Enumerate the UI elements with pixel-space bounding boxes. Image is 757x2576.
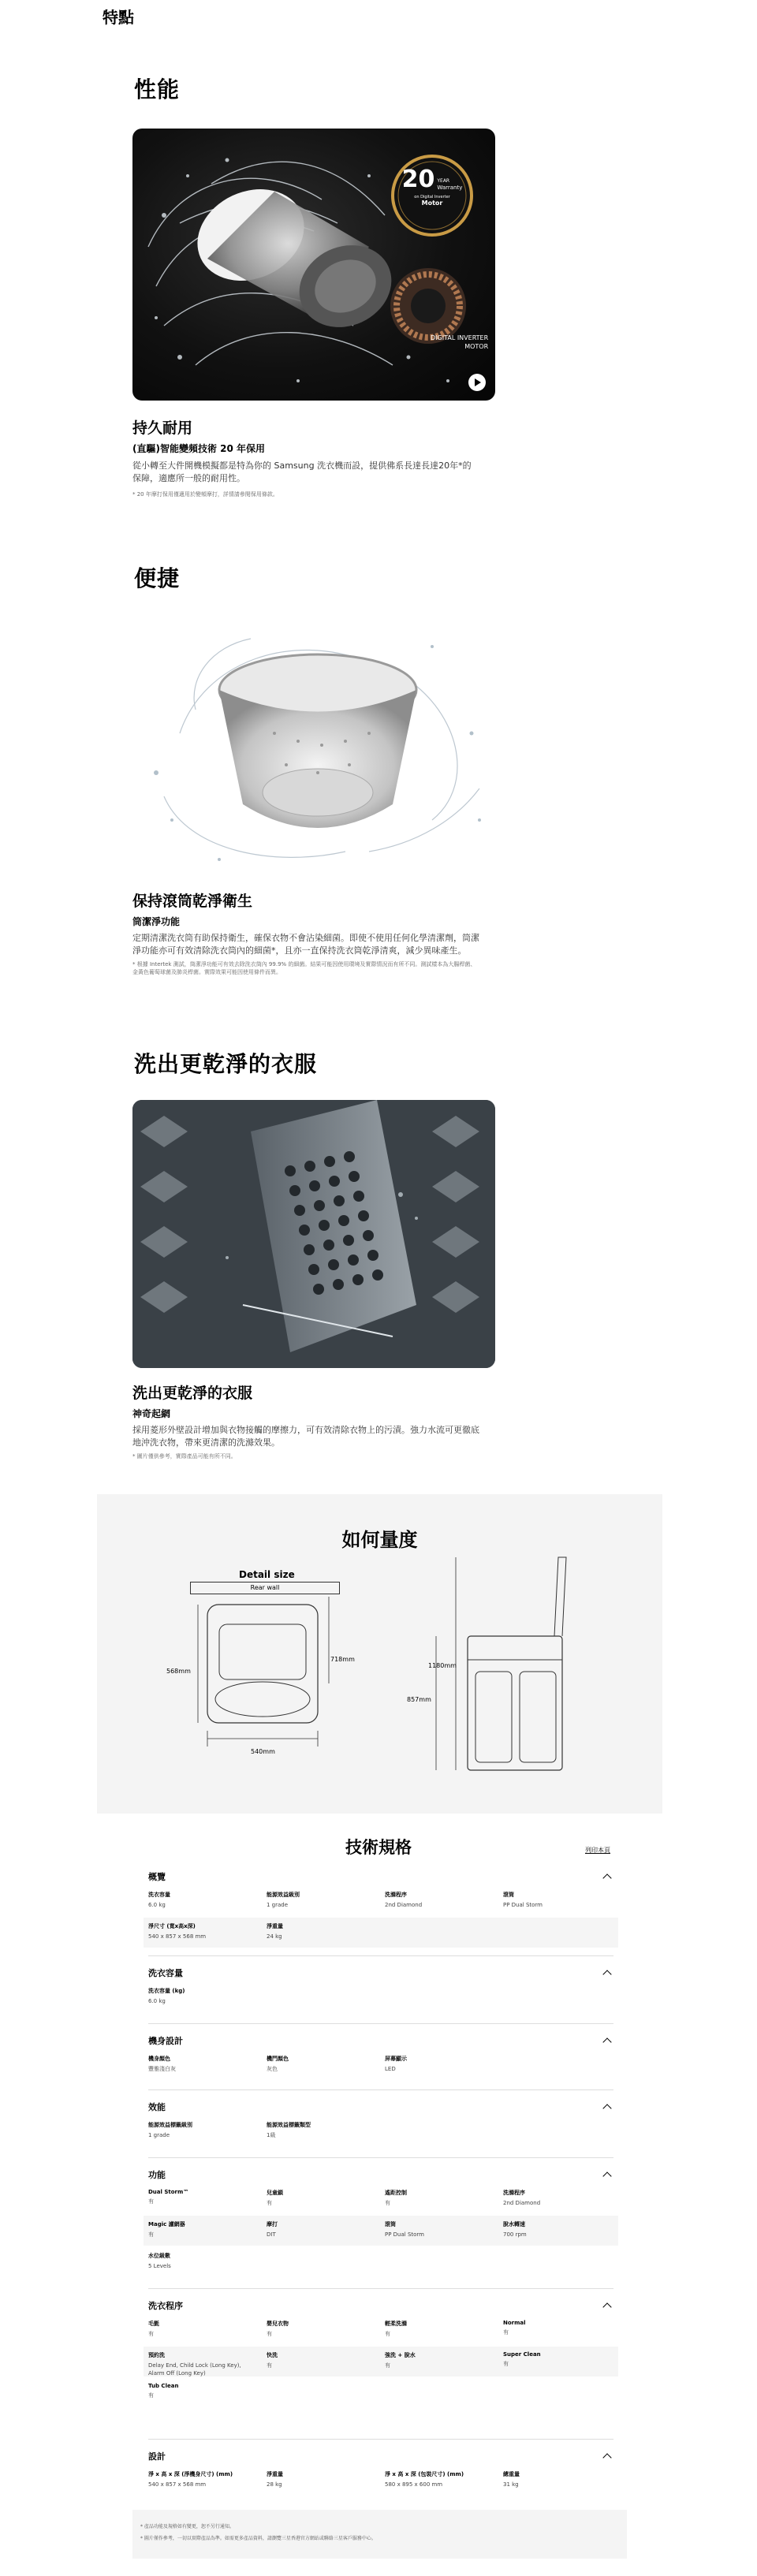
chevron-up-icon[interactable] [602, 2453, 611, 2462]
chevron-up-icon[interactable] [602, 2172, 611, 2180]
convenience-feature-description: 定期清潔洗衣筒有助保持衛生，確保衣物不會沾染細菌。即使不使用任何化學清潔劑，筒潔淨功能亦可有效清除洗衣筒內的細菌*，且亦一直保持洗衣筒乾淨清爽，減少異味產生。 [132, 933, 479, 956]
spec-group-title[interactable]: 洗衣程序 [148, 2301, 183, 2311]
dim-depth-label: 568mm [166, 1668, 191, 1675]
spec-value: 1 grade [267, 1902, 289, 1908]
footnotes-box [132, 2510, 627, 2559]
spec-label: Super Clean [503, 2351, 541, 2358]
spec-item [148, 2351, 259, 2377]
spec-label: 預約洗 [148, 2352, 165, 2358]
spec-value: 灰色 [267, 2066, 278, 2072]
page-heading: 特點 [103, 8, 134, 27]
dim-side-label: 718mm [330, 1656, 355, 1663]
spec-value: 2nd Diamond [385, 1902, 423, 1908]
spec-label: 毛氈 [148, 2321, 159, 2327]
spec-item [148, 2055, 259, 2073]
spec-item [267, 1891, 377, 1909]
spec-label: 洗滌程序 [385, 1892, 407, 1898]
spec-label: 摩打 [267, 2221, 278, 2227]
front-view-diagram [160, 1597, 365, 1762]
spec-value: Delay End, Child Lock (Long Key), Alarm Off (Long Key) [148, 2362, 241, 2377]
spec-label: 洗衣容量 [148, 1892, 170, 1898]
spec-group-divider [148, 2023, 613, 2024]
spec-value: 28 kg [267, 2481, 282, 2488]
cleaner-feature-note: * 圖片僅供參考，實際產品可能有所不同。 [132, 1453, 237, 1459]
spec-item [503, 2189, 613, 2207]
spec-value: 有 [385, 2200, 390, 2206]
spec-value: 有 [385, 2331, 390, 2337]
spec-label: 總重量 [503, 2471, 520, 2477]
spec-value: 有 [267, 2362, 272, 2369]
specs-container [148, 1870, 613, 2509]
pulsator-closeup-illustration [132, 1100, 495, 1368]
footnote-line1: * 產品功能及規格如有變更，恕不另行通知。 [140, 2524, 234, 2529]
chevron-up-icon[interactable] [602, 1970, 611, 1978]
spec-item [148, 2189, 259, 2205]
spec-item [267, 2189, 377, 2207]
specs-title: 技術規格 [345, 1838, 412, 1857]
spec-item [267, 2055, 377, 2073]
spec-label: 機門顏色 [267, 2056, 289, 2062]
chevron-up-icon[interactable] [602, 2302, 611, 2311]
section-title-performance: 性能 [134, 76, 181, 103]
spec-label: 強洗 + 脫水 [385, 2352, 416, 2358]
spec-value: 1級 [267, 2132, 276, 2138]
spec-label: 快洗 [267, 2352, 278, 2358]
cleaner-feature-subtitle: 神奇起網 [132, 1408, 171, 1419]
spec-value: 有 [148, 2392, 154, 2399]
spec-value: 580 x 895 x 600 mm [385, 2481, 443, 2488]
spec-group-divider [148, 2439, 613, 2440]
spec-value: 6.0 kg [148, 1998, 166, 2004]
spec-item [148, 2252, 259, 2270]
spec-group-title[interactable]: 機身設計 [148, 2036, 183, 2046]
spec-item [148, 2320, 259, 2338]
spec-label: Tub Clean [148, 2383, 179, 2389]
spec-item [503, 2220, 613, 2239]
convenience-feature-note: * 根據 Intertek 測試，筒潔淨功能可有效去除洗衣筒內 99.9% 的細菌。結果可能因使用環境及實際情況而有所不同。測試樣本為大腸桿菌、金黃色葡萄球菌及肺炎桿菌。實際效果可能因使用條件而異。 [132, 961, 476, 975]
spec-item [385, 2055, 495, 2073]
spec-value: 豐雅淺白灰 [148, 2066, 176, 2072]
spec-item [148, 2121, 259, 2139]
spec-label: Magic 濾網器 [148, 2221, 185, 2227]
spec-label: 機身顏色 [148, 2056, 170, 2062]
spec-value: 有 [148, 2231, 154, 2238]
convenience-hero-image [132, 615, 495, 875]
spec-group-title[interactable]: 概覽 [148, 1872, 166, 1882]
spec-value: 540 x 857 x 568 mm [148, 2481, 207, 2488]
spec-label: 兒童鎖 [267, 2190, 283, 2196]
spec-group-title[interactable]: 洗衣容量 [148, 1968, 183, 1978]
spec-value: PP Dual Storm [503, 1902, 543, 1908]
side-view-diagram [412, 1549, 586, 1794]
spec-item [503, 1891, 613, 1909]
video-play-button[interactable] [468, 374, 486, 391]
spec-label: 輕柔洗滌 [385, 2321, 407, 2327]
spec-label: 淨重量 [267, 2471, 283, 2477]
dim-height-label: 857mm [407, 1696, 431, 1703]
spec-label: 水位級數 [148, 2253, 170, 2259]
spec-value: 有 [385, 2362, 390, 2369]
spec-label: 嬰兒衣物 [267, 2321, 289, 2327]
spec-value: 有 [503, 2329, 509, 2336]
convenience-feature-subtitle: 筒潔淨功能 [132, 916, 181, 927]
spec-label: 能源效益標籤級別 [148, 2122, 192, 2128]
spec-item [148, 1922, 259, 1940]
spec-value: 700 rpm [503, 2231, 527, 2238]
spec-item [385, 2320, 495, 2338]
spec-value: 6.0 kg [148, 1902, 166, 1908]
print-page-link[interactable]: 列印本頁 [585, 1847, 610, 1854]
spec-label: 能源效益標籤類型 [267, 2122, 311, 2128]
spec-value: 540 x 857 x 568 mm [148, 1933, 207, 1940]
spec-group-divider [148, 2157, 613, 2158]
detail-size-label: Detail size [239, 1569, 295, 1580]
spec-label: 滾筒 [503, 1892, 514, 1898]
spec-item [267, 2320, 377, 2338]
spec-item [503, 2470, 613, 2488]
dim-height-open-label: 1180mm [428, 1662, 457, 1669]
measure-section [97, 1494, 662, 1814]
badge-warranty: Warranty [437, 185, 463, 191]
section-title-cleaner: 洗出更乾淨的衣服 [134, 1051, 318, 1077]
spec-value: 有 [267, 2200, 272, 2206]
spec-group-title[interactable]: 功能 [148, 2170, 166, 2180]
performance-hero-image [132, 129, 495, 401]
spec-group-divider [148, 2288, 613, 2289]
spec-label: 淨重量 [267, 1923, 283, 1929]
spec-label: Normal [503, 2320, 526, 2326]
motor-label-line2: MOTOR [464, 343, 489, 350]
spec-value: 有 [503, 2361, 509, 2367]
spec-item [148, 2220, 259, 2239]
badge-line4: Motor [421, 199, 443, 207]
spec-label: 滾筒 [385, 2221, 396, 2227]
spec-item [148, 1987, 259, 2005]
performance-feature-note: * 20 年摩打保用僅適用於變頻摩打，詳情請參閱保用條款。 [132, 491, 278, 498]
spec-label: 脫水轉速 [503, 2221, 525, 2227]
spec-value: 2nd Diamond [503, 2200, 541, 2206]
spec-item [385, 2470, 495, 2488]
spec-item [385, 2351, 495, 2369]
cleaner-feature-title: 洗出更乾淨的衣服 [132, 1385, 253, 1402]
rear-wall-label: Rear wall [190, 1582, 340, 1594]
spec-item [267, 1922, 377, 1940]
spec-group-title[interactable]: 設計 [148, 2451, 166, 2462]
spec-label: 洗衣容量 (kg) [148, 1988, 185, 1994]
chevron-up-icon[interactable] [602, 2037, 611, 2046]
spec-label: 遙距控制 [385, 2190, 407, 2196]
section-title-convenience: 便捷 [134, 565, 181, 591]
spec-value: PP Dual Storm [385, 2231, 424, 2238]
spec-value: 31 kg [503, 2481, 519, 2488]
footnote-line2: * 圖片僅作參考，一切以實際產品為準。如需更多產品資料，請瀏覽三星香港官方網站或聯絡三星客戶服務中心。 [140, 2536, 376, 2541]
spec-item [267, 2470, 377, 2488]
spec-item [385, 2220, 495, 2239]
spec-item [148, 1891, 259, 1909]
spec-value: 有 [148, 2331, 154, 2337]
performance-feature-description: 從小轉至大件開機模擬都是特為你的 Samsung 洗衣機而設，提供佛系長達長達20年*的保障，適應所一般的耐用性。 [132, 460, 472, 483]
spec-item [148, 2383, 259, 2399]
spec-item [267, 2351, 377, 2369]
measure-title: 如何量度 [341, 1529, 418, 1551]
spec-label: 屏幕顯示 [385, 2056, 407, 2062]
spec-value: 有 [148, 2198, 154, 2205]
spec-value: 1 grade [148, 2132, 170, 2138]
spec-value: DIT [267, 2231, 276, 2238]
spec-label: 淨尺寸 (寬x高x深) [148, 1923, 196, 1929]
spec-item [503, 2351, 613, 2368]
motor-label-line1: DIGITAL INVERTER [431, 334, 489, 341]
spec-item [503, 2320, 613, 2336]
spec-label: 淨 x 高 x 深 (包裝尺寸) (mm) [385, 2471, 464, 2477]
spec-label: 洗滌程序 [503, 2190, 525, 2196]
cleaner-feature-description: 採用菱形外壁設計增加與衣物接觸的摩擦力，可有效清除衣物上的污漬。強力水流可更徹底地沖洗衣物，帶來更清潔的洗滌效果。 [132, 1425, 479, 1448]
convenience-feature-title: 保持滾筒乾淨衛生 [132, 893, 253, 910]
spec-value: 5 Levels [148, 2263, 171, 2269]
chevron-up-icon[interactable] [602, 1873, 611, 1882]
performance-feature-subtitle: (直驅)智能變頻技術 20 年保用 [132, 443, 266, 454]
clean-drum-splash-illustration [132, 615, 495, 875]
spec-item [267, 2220, 377, 2239]
spec-value: LED [385, 2066, 396, 2072]
spec-value: 24 kg [267, 1933, 282, 1940]
performance-feature-title: 持久耐用 [132, 419, 193, 437]
dim-width-label: 540mm [251, 1748, 275, 1755]
spec-label: 能源效益級別 [267, 1892, 300, 1898]
cleaner-hero-image [132, 1100, 495, 1368]
badge-number: 20 [401, 166, 435, 193]
spec-item [267, 2121, 377, 2139]
spec-group-title[interactable]: 效能 [148, 2102, 166, 2112]
badge-year: YEAR [437, 178, 450, 184]
spec-label: Dual Storm™ [148, 2189, 189, 2195]
spec-item [148, 2470, 259, 2488]
spec-value: 有 [267, 2331, 272, 2337]
badge-line3: on Digital Inverter [414, 195, 450, 199]
spec-group-divider [148, 1955, 613, 1956]
chevron-up-icon[interactable] [602, 2104, 611, 2112]
spec-label: 淨 x 高 x 深 (淨機身尺寸) (mm) [148, 2471, 233, 2477]
spec-item [385, 2189, 495, 2207]
spec-item [385, 1891, 495, 1909]
